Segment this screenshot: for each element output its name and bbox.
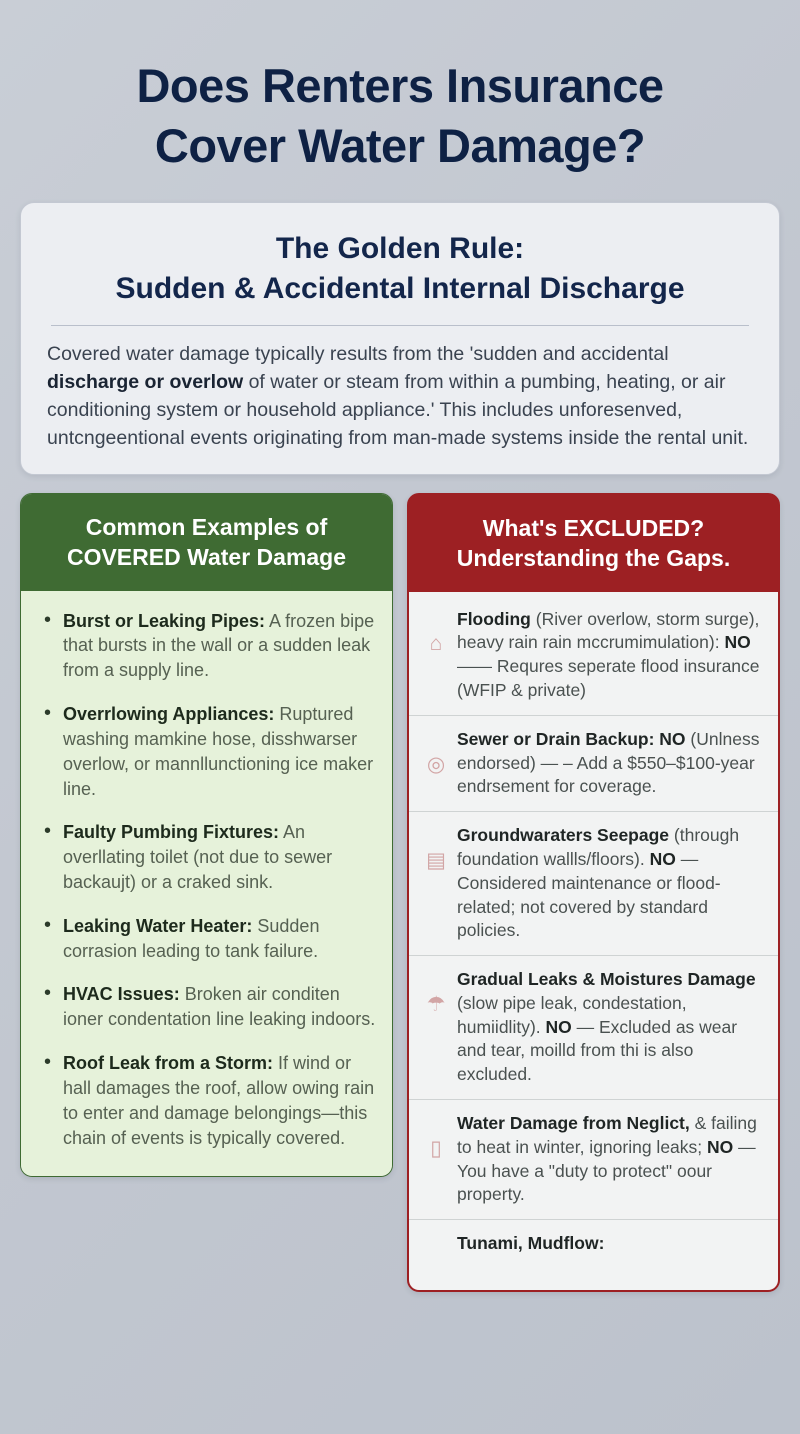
covered-item-text: Sudden corrasion leading to tank failure. bbox=[63, 915, 320, 961]
golden-rule-divider bbox=[51, 325, 749, 326]
excluded-row-verdict: NO bbox=[724, 632, 751, 653]
covered-item-title: HVAC Issues: bbox=[63, 984, 180, 1005]
covered-column bbox=[20, 493, 393, 1178]
excluded-row-note: (Unlness endorsed) — – Add a $550–$100-year endrsement for coverage. bbox=[457, 728, 760, 797]
excluded-row-detail: (River overlow, storm surge), heavy rain rain mccrumimulation): bbox=[457, 608, 760, 653]
excluded-row-title: Groundwaraters Seepage bbox=[457, 825, 670, 846]
table-row bbox=[409, 1220, 778, 1290]
list-item bbox=[59, 1051, 376, 1150]
covered-item-text: If wind or hall damages the roof, allow owing rain to enter and damage belongings—this chain of events is typically covered. bbox=[63, 1053, 375, 1148]
page-title-line-2: Cover Water Damage? bbox=[154, 119, 646, 173]
excluded-card bbox=[407, 493, 780, 1292]
covered-item-title: Leaking Water Heater: bbox=[63, 915, 253, 936]
excluded-row-verdict: NO bbox=[707, 1136, 734, 1157]
list-item bbox=[59, 702, 376, 801]
covered-item-title: Faulty Pumbing Fixtures: bbox=[63, 822, 280, 843]
groundwater-icon: ▤ bbox=[426, 849, 446, 873]
excluded-header-line-1: What's EXCLUDED? bbox=[482, 514, 705, 541]
covered-item-title: Roof Leak from a Storm: bbox=[63, 1053, 274, 1074]
table-row bbox=[409, 956, 778, 1100]
excluded-column bbox=[407, 493, 780, 1292]
excluded-row-text bbox=[457, 728, 768, 799]
excluded-row-text bbox=[457, 608, 768, 703]
excluded-row-text bbox=[457, 1232, 768, 1256]
list-item bbox=[59, 982, 376, 1032]
excluded-card-body bbox=[409, 592, 778, 1291]
page-title-line-1: Does Renters Insurance bbox=[136, 59, 664, 112]
comparison-columns bbox=[20, 493, 780, 1292]
table-row bbox=[409, 716, 778, 812]
excluded-row-title: Sewer or Drain Backup: bbox=[457, 728, 655, 749]
list-item bbox=[59, 820, 376, 894]
covered-item-text: Ruptured washing mamkine hose, disshwarser overlow, or mannllunctioning ice maker line. bbox=[63, 704, 374, 799]
excluded-row-note: —— Requres seperate flood insurance (WFIP & private) bbox=[457, 656, 760, 700]
covered-header-line-1: Common Examples of bbox=[85, 513, 328, 540]
table-row bbox=[409, 812, 778, 956]
excluded-row-verdict: NO bbox=[649, 848, 676, 869]
excluded-row-title: Tunami, Mudflow: bbox=[457, 1233, 605, 1254]
excluded-row-text bbox=[457, 824, 768, 943]
drain-backup-icon: ◎ bbox=[426, 752, 446, 776]
excluded-row-text bbox=[457, 1112, 768, 1207]
covered-item-text: Broken air conditen ioner condentation line leaking indoors. bbox=[63, 984, 376, 1030]
list-item bbox=[59, 609, 376, 683]
covered-card-body bbox=[21, 591, 392, 1177]
house-flood-icon: ⌂ bbox=[429, 631, 443, 655]
golden-rule-heading bbox=[47, 229, 753, 308]
excluded-header-line-2: Understanding the Gaps. bbox=[456, 545, 731, 572]
excluded-row-title: Gradual Leaks & Moistures Damage bbox=[457, 969, 756, 990]
excluded-row-text bbox=[457, 968, 768, 1087]
gradual-leak-icon: ☂ bbox=[426, 993, 446, 1017]
golden-rule-subheading: Sudden & Accidental Internal Discharge bbox=[115, 271, 685, 305]
list-item bbox=[59, 914, 376, 964]
table-row bbox=[409, 1100, 778, 1220]
covered-item-text: An overllating toilet (not due to sewer backaujt) or a craked sink. bbox=[63, 822, 333, 892]
excluded-row-verdict: NO bbox=[659, 728, 686, 749]
table-row bbox=[409, 596, 778, 716]
neglect-icon: ▯ bbox=[430, 1137, 442, 1161]
tsunami-icon bbox=[415, 1232, 457, 1256]
excluded-row-detail: (through foundation wallls/floors). bbox=[457, 825, 740, 869]
covered-item-title: Burst or Leaking Pipes: bbox=[63, 610, 266, 631]
excluded-row-title: Water Damage from Neglict, bbox=[457, 1113, 690, 1134]
excluded-row-detail: & failing to heat in winter, ignoring leaks; bbox=[457, 1113, 757, 1157]
excluded-card-header bbox=[409, 495, 778, 592]
covered-header-line-2: COVERED Water Damage bbox=[66, 544, 347, 571]
covered-card bbox=[20, 493, 393, 1178]
excluded-row-note: — Excluded as wear and tear, moilld from thi is also excluded. bbox=[457, 1016, 738, 1085]
golden-rule-heading-main: The Golden Rule: bbox=[275, 232, 525, 266]
covered-card-header bbox=[21, 494, 392, 591]
golden-rule-body-part-1: Covered water damage typically results from the 'sudden and accidental bbox=[47, 342, 669, 365]
excluded-row-verdict: NO bbox=[545, 1016, 572, 1037]
golden-rule-body-part-2: of water or steam from within a pumbing, heating, or air conditioning system or household appliance.' This includes unforesenved, untcngeentional events originating from man-made systems inside the rental unit. bbox=[47, 370, 749, 449]
excluded-row-detail: (slow pipe leak, condestation, humiidlity). bbox=[457, 992, 687, 1037]
golden-rule-card bbox=[20, 202, 780, 475]
excluded-row-note: — Considered maintenance or flood-related; not covered by standard policies. bbox=[457, 848, 721, 941]
covered-item-text: A frozen bipe that bursts in the wall or a sudden leak from a supply line. bbox=[63, 610, 375, 681]
excluded-row-note: — You have a "duty to protect" oour property. bbox=[457, 1136, 756, 1205]
golden-rule-body bbox=[47, 340, 753, 452]
excluded-row-title: Flooding bbox=[457, 608, 531, 629]
page-title bbox=[28, 56, 772, 176]
golden-rule-body-emphasis: discharge or overlow bbox=[47, 370, 244, 393]
covered-item-title: Overrlowing Appliances: bbox=[63, 704, 275, 725]
covered-list bbox=[37, 609, 376, 1151]
